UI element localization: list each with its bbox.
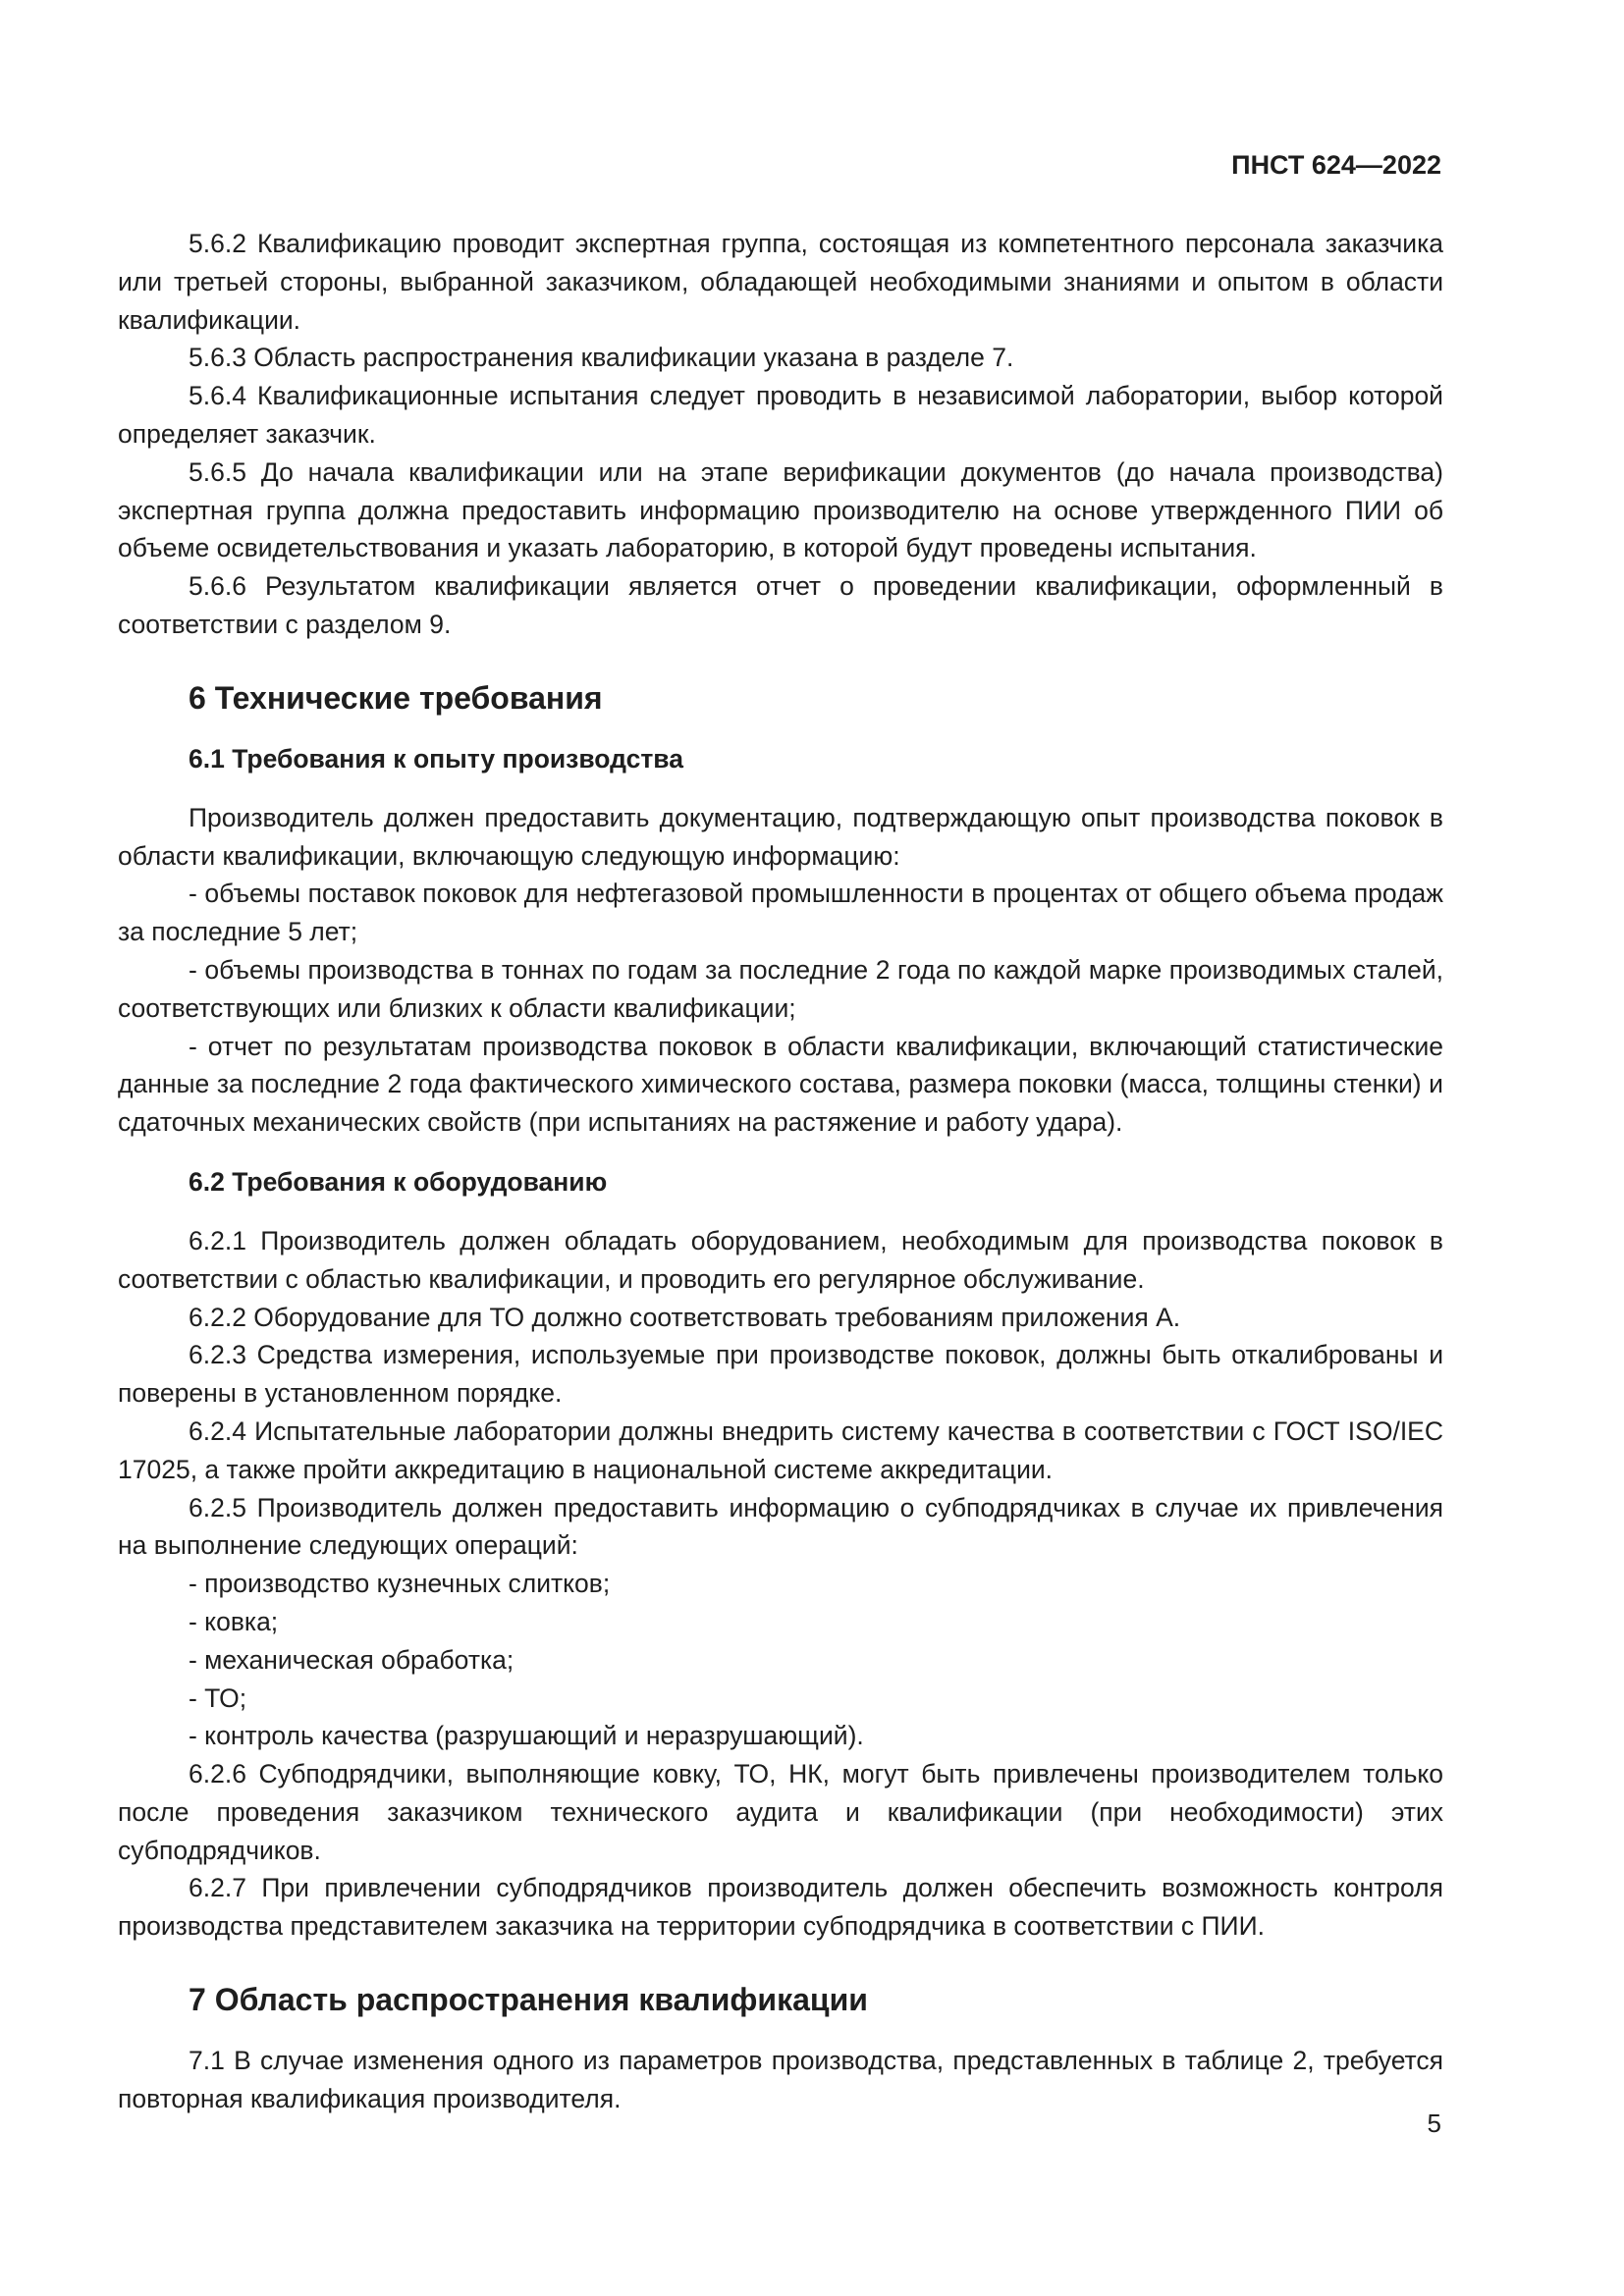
clause-6-2-7: 6.2.7 При привлечении субподрядчиков производитель должен обеспечить возможность контроля производства представителем заказчика на территории субподрядчика в соответствии с ПИИ.	[118, 1873, 1443, 1942]
clause-5-6-3: 5.6.3 Область распространения квалификации указана в разделе 7.	[189, 343, 1014, 373]
clause-5-6-4: 5.6.4 Квалификационные испытания следует проводить в независимой лаборатории, выбор которой определяет заказчик.	[118, 381, 1443, 449]
clause-6-1-item: - объемы поставок поковок для нефтегазовой промышленности в процентах от общего объема продаж за последние 5 лет;	[118, 879, 1443, 947]
section-6-2-heading: 6.2 Требования к оборудованию	[189, 1166, 608, 1197]
list-item: - ТО;	[189, 1682, 247, 1713]
list-item: - ковка;	[189, 1606, 279, 1636]
page-number: 5	[1427, 2109, 1441, 2138]
clause-6-1-item: - отчет по результатам производства поковок в области квалификации, включающий статистические данные за последние 2 года фактического химического состава, размера поковки (масса, толщины стенки) и сдаточных механических свойств (при испытаниях на растяжение и работу удара).	[118, 1031, 1443, 1138]
clause-7-1: 7.1 В случае изменения одного из параметров производства, представленных в таблице 2, требуется повторная квалификация производителя.	[118, 2046, 1443, 2113]
section-6-heading: 6 Технические требования	[189, 679, 603, 716]
list-item: - механическая обработка;	[189, 1644, 514, 1675]
clause-6-2-6: 6.2.6 Субподрядчики, выполняющие ковку, ТО, НК, могут быть привлечены производителем только после проведения заказчиком технического аудита и квалификации (при необходимости) этих субподрядчиков.	[118, 1759, 1443, 1865]
section-6-1-heading: 6.1 Требования к опыту производства	[189, 743, 683, 774]
clause-6-2-4: 6.2.4 Испытательные лаборатории должны внедрить систему качества в соответствии с ГОСТ ISO/IEC 17025, а также пройти аккредитацию в национальной системе аккредитации.	[118, 1415, 1443, 1484]
clause-5-6-5: 5.6.5 До начала квалификации или на этапе верификации документов (до начала производства) экспертная группа должна предоставить информацию производителю на основе утвержденного ПИИ об объеме освидетельствования и указать лабораторию, в которой будут проведены испытания.	[118, 456, 1443, 563]
clause-6-2-1: 6.2.1 Производитель должен обладать оборудованием, необходимым для производства поковок в соответствии с областью квалификации, и проводить его регулярное обслуживание.	[118, 1225, 1443, 1294]
section-7-heading: 7 Область распространения квалификации	[189, 1982, 868, 2018]
clause-6-1-intro: Производитель должен предоставить документацию, подтверждающую опыт производства поковок в области квалификации, включающую следующую информацию:	[118, 802, 1443, 871]
list-item: - производство кузнечных слитков;	[189, 1569, 611, 1599]
clause-6-2-2: 6.2.2 Оборудование для ТО должно соответствовать требованиям приложения А.	[189, 1302, 1181, 1332]
clause-5-6-2: 5.6.2 Квалификацию проводит экспертная группа, состоящая из компетентного персонала заказчика или третьей стороны, выбранной заказчиком, обладающей необходимыми знаниями и опытом в области квалификации.	[118, 229, 1443, 335]
clause-6-2-3: 6.2.3 Средства измерения, используемые при производстве поковок, должны быть откалиброваны и поверены в установленном порядке.	[118, 1340, 1443, 1409]
document-id: ПНСТ 624—2022	[1231, 150, 1441, 180]
clause-6-1-item: - объемы производства в тоннах по годам за последние 2 года по каждой марке производимых сталей, соответствующих или близких к области квалификации;	[118, 954, 1443, 1023]
clause-5-6-6: 5.6.6 Результатом квалификации является отчет о проведении квалификации, оформленный в соответствии с разделом 9.	[118, 571, 1443, 639]
clause-6-2-5: 6.2.5 Производитель должен предоставить информацию о субподрядчиках в случае их привлечения на выполнение следующих операций:	[118, 1492, 1443, 1561]
document-body	[118, 225, 1443, 2118]
list-item: - контроль качества (разрушающий и неразрушающий).	[189, 1721, 864, 1751]
